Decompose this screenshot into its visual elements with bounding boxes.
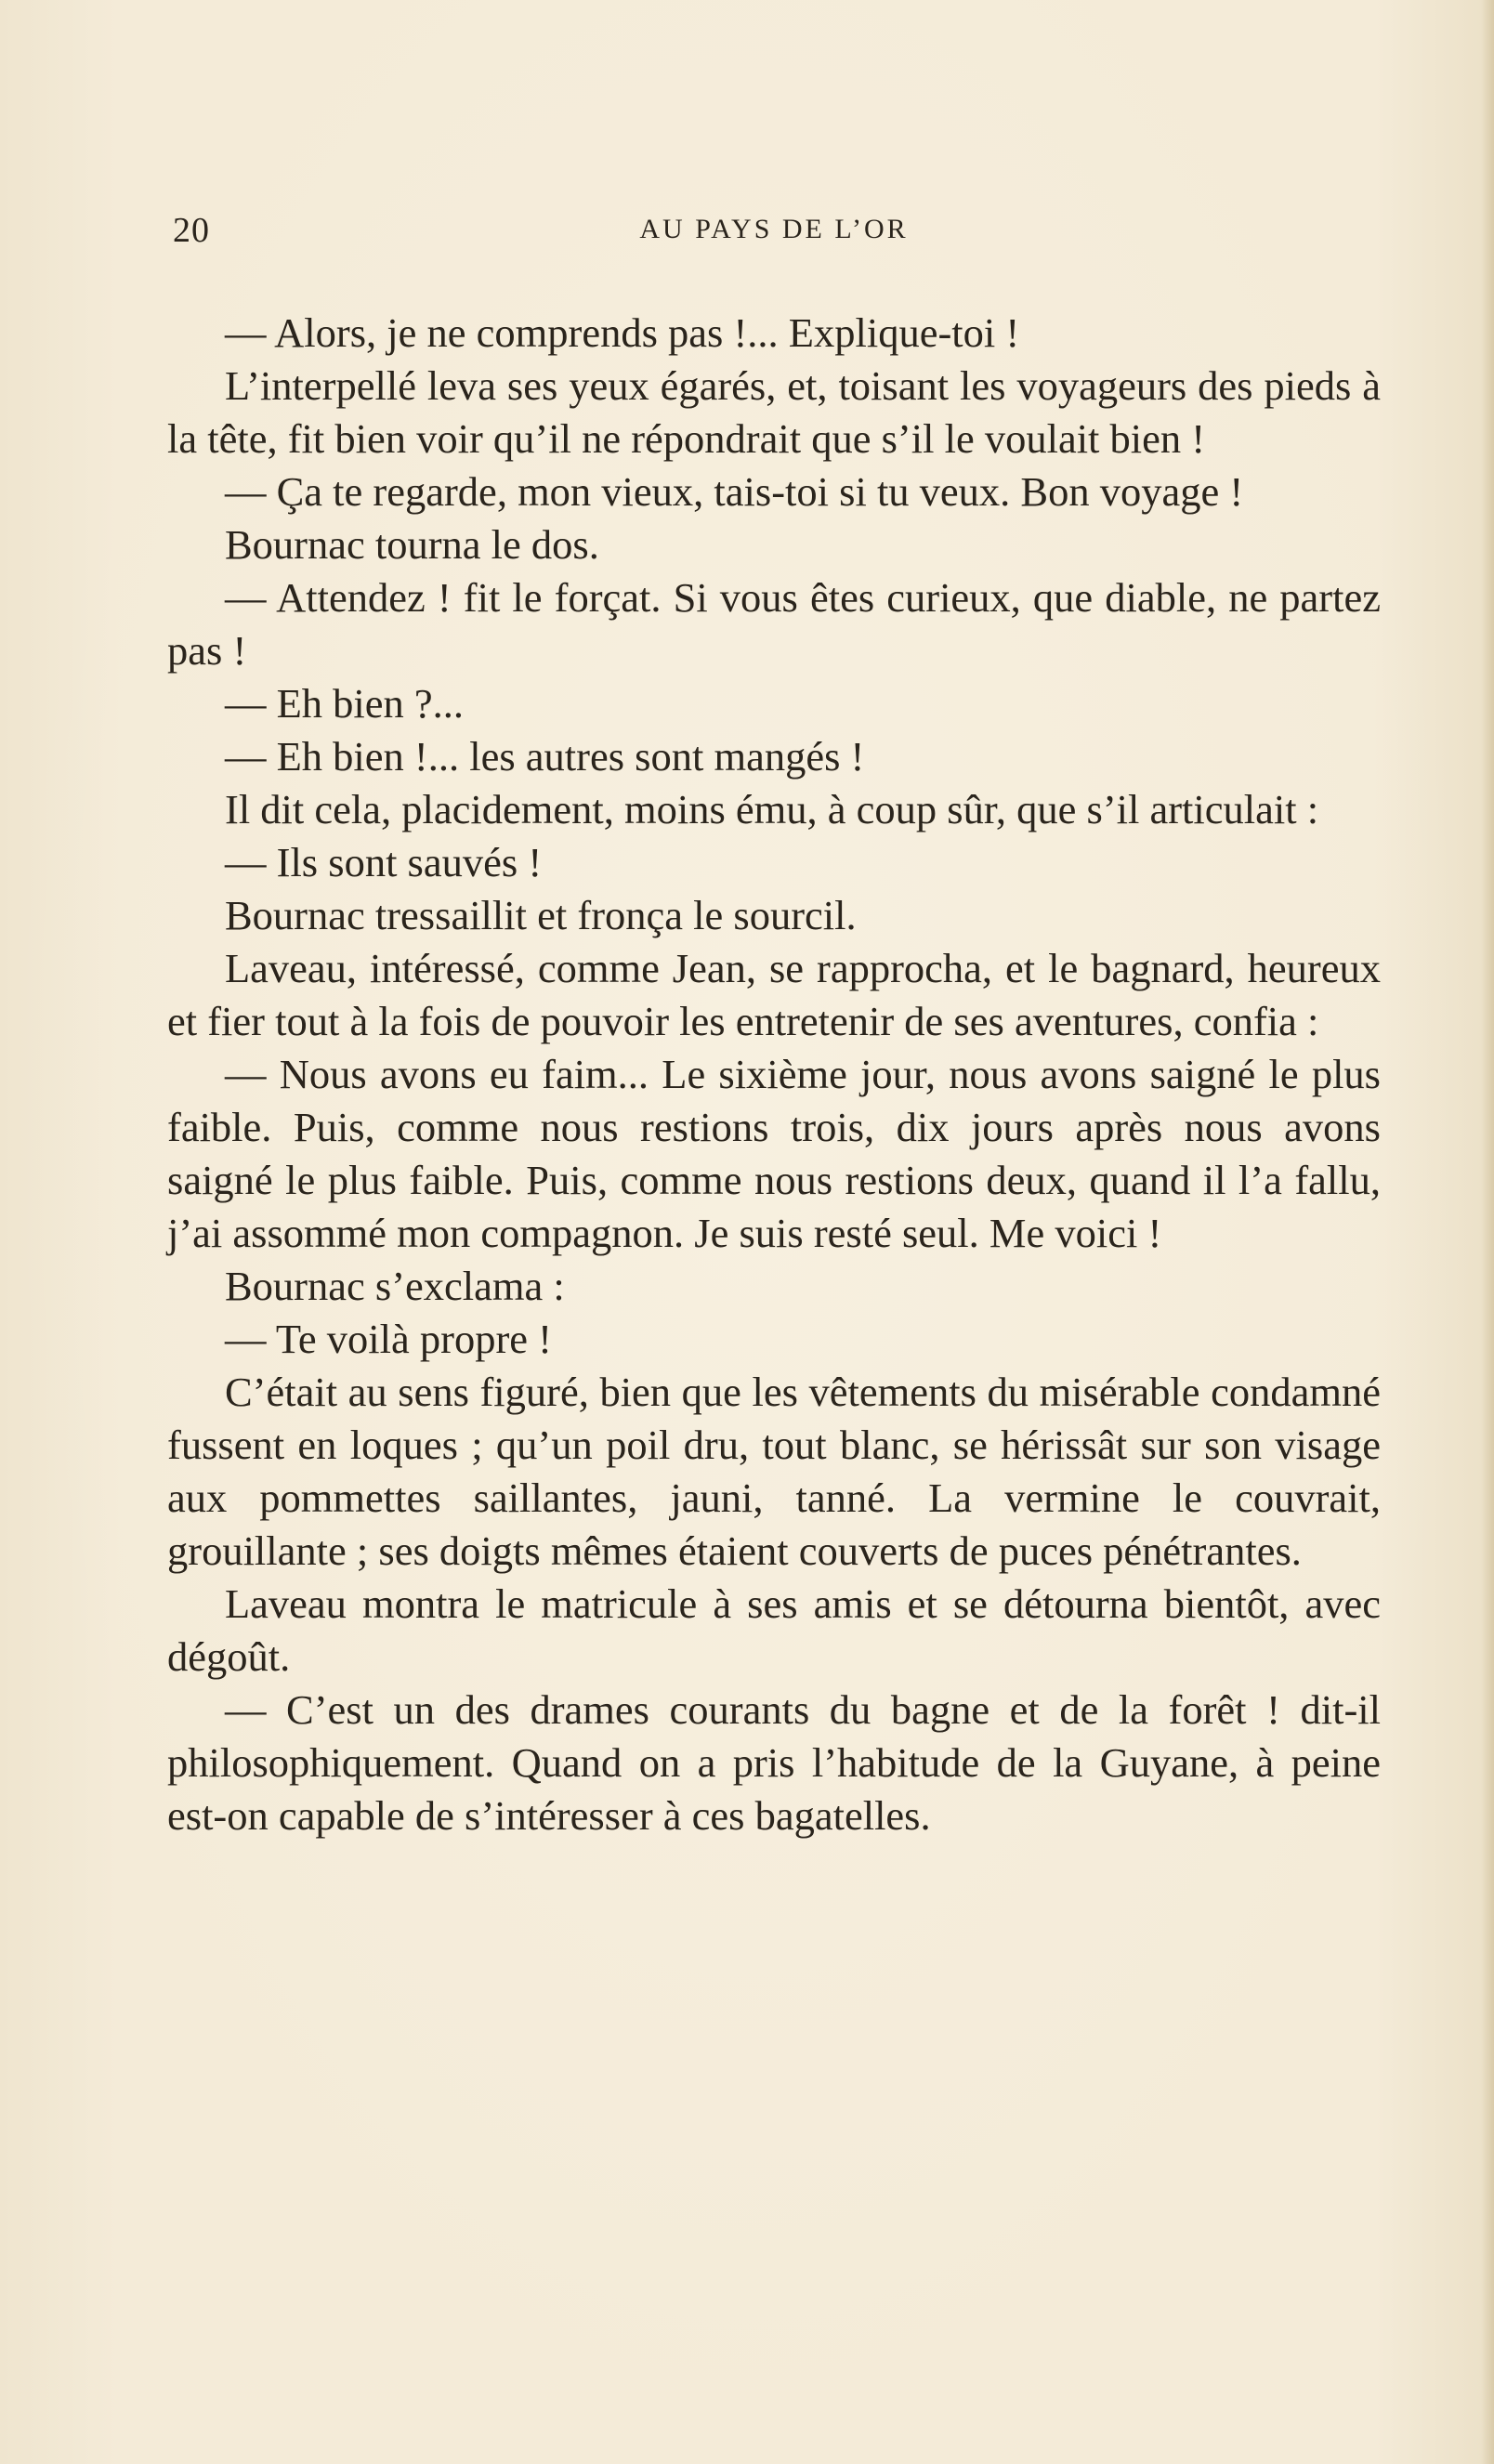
paragraph: Laveau montra le matricule à ses amis et se détourna bientôt, avec dégoût. [167,1580,1381,1680]
page-edge-shadow [1481,0,1494,2464]
page-number: 20 [173,211,210,250]
paragraph: Bournac tressaillit et fronça le sourcil. [225,892,857,938]
paragraph: — Nous avons eu faim... Le sixième jour, nous avons saigné le plus faible. Puis, comme nous restions trois, dix jours après nous avons saigné le plus faible. Puis, comme nous restions deux, quand il l’a fallu, j’ai assommé mon compagnon. Je suis resté seul. Me voici ! [167,1051,1381,1256]
running-title: AU PAYS DE L’OR [639,214,909,244]
paragraph: Laveau, intéressé, comme Jean, se rapprocha, et le bagnard, heureux et fier tout à la fois de pouvoir les entretenir de ses aventures, confia : [167,945,1381,1044]
paragraph: — Eh bien !... les autres sont mangés ! [225,733,865,780]
paragraph: C’était au sens figuré, bien que les vêtements du misérable condamné fussent en loques ; qu’un poil dru, tout blanc, se hérissât sur son visage aux pommettes saillantes, jauni, tanné. La vermine le couvrait, grouillante ; ses doigts mêmes étaient couverts de puces pénétrantes. [167,1369,1381,1574]
paragraph: L’interpellé leva ses yeux égarés, et, toisant les voyageurs des pieds à la tête, fit bien voir qu’il ne répondrait que s’il le voulait bien ! [167,362,1381,462]
page-header [173,210,1375,256]
paragraph: Bournac tourna le dos. [225,521,599,568]
paragraph: — Alors, je ne comprends pas !... Explique-toi ! [225,309,1020,356]
paragraph: — Ça te regarde, mon vieux, tais-toi si tu veux. Bon voyage ! [225,468,1244,515]
paragraph: — Attendez ! fit le forçat. Si vous êtes curieux, que diable, ne partez pas ! [167,574,1381,674]
paragraph: — C’est un des drames courants du bagne et de la forêt ! dit-il philosophiquement. Quand on a pris l’habitude de la Guyane, à peine est-on capable de s’intéresser à ces bagatelles. [167,1686,1381,1839]
paragraph: — Te voilà propre ! [225,1316,552,1362]
paragraph: — Ils sont sauvés ! [225,839,543,885]
paragraph: Il dit cela, placidement, moins ému, à coup sûr, que s’il articulait : [225,786,1319,832]
paragraph: — Eh bien ?... [225,680,465,727]
body-text [167,307,1381,1842]
paragraph: Bournac s’exclama : [225,1263,565,1309]
